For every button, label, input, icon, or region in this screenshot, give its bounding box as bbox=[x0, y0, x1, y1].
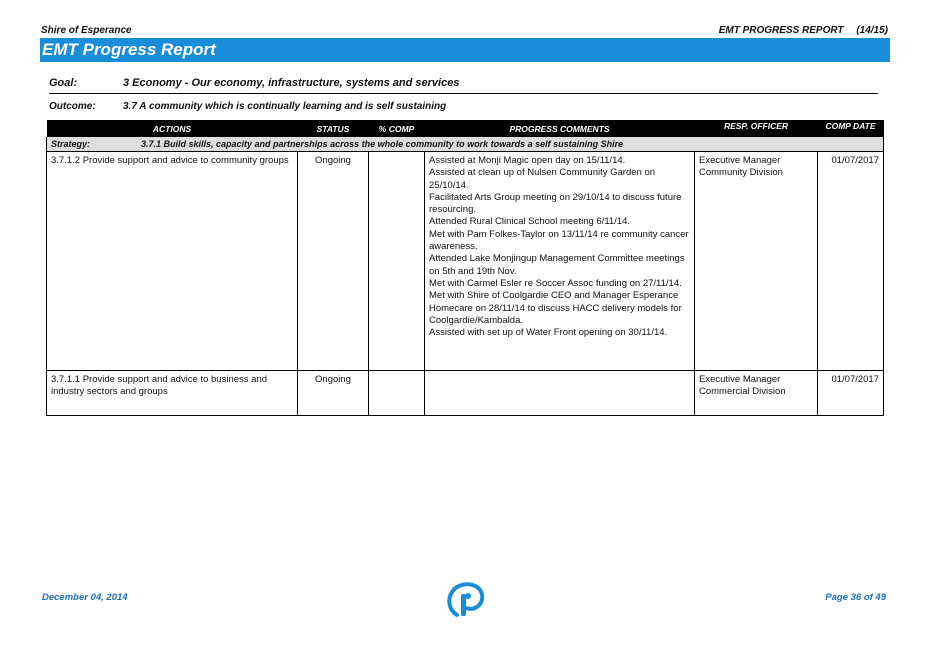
outcome-value: 3.7 A community which is continually learning and is self sustaining bbox=[123, 101, 447, 112]
strategy-cell bbox=[47, 137, 884, 152]
strategy-label: Strategy: bbox=[51, 139, 91, 149]
comment-line: Met with Carmel Esler re Soccer Assoc funding on 27/11/14. bbox=[429, 277, 682, 289]
action-cell: 3.7.1.2 Provide support and advice to community groups bbox=[47, 152, 298, 371]
progress-table bbox=[46, 120, 884, 416]
progress-comments-cell bbox=[425, 152, 695, 371]
resp-officer-cell: Executive Manager Commercial Division bbox=[695, 371, 818, 416]
banner-title: EMT Progress Report bbox=[42, 40, 216, 59]
report-header bbox=[719, 25, 888, 36]
goal-value: 3 Economy - Our economy, infrastructure, systems and services bbox=[123, 77, 460, 89]
progress-comments-cell bbox=[425, 371, 695, 416]
status-cell: Ongoing bbox=[298, 152, 369, 371]
comment-line: Attended Lake Monjingup Management Committee meetings on 5th and 19th Nov. bbox=[429, 253, 685, 277]
column-header-progress-comments: PROGRESS COMMENTS bbox=[425, 120, 695, 137]
percent-comp-cell bbox=[369, 152, 425, 371]
comp-date-cell: 01/07/2017 bbox=[818, 371, 884, 416]
percent-comp-cell bbox=[369, 371, 425, 416]
comment-line: Met with Pam Folkes-Taylor on 13/11/14 re community cancer awareness. bbox=[429, 228, 689, 253]
strategy-row bbox=[47, 137, 884, 152]
comment-line: Assisted at Monji Magic open day on 15/11/14. bbox=[429, 155, 626, 166]
column-header-comp-date: COMP DATE bbox=[818, 120, 884, 137]
table-header-row bbox=[47, 120, 884, 137]
comment-line: Assisted at clean up of Nulsen Community Garden on 25/10/14. bbox=[429, 167, 656, 191]
goal-label: Goal: bbox=[49, 77, 78, 89]
action-cell: 3.7.1.1 Provide support and advice to business and industry sectors and groups bbox=[47, 371, 298, 416]
column-header-resp-officer: RESP. OFFICER bbox=[695, 120, 818, 137]
footer-page-number: Page 36 of 49 bbox=[825, 592, 886, 603]
organisation-name: Shire of Esperance bbox=[41, 25, 132, 36]
footer-date: December 04, 2014 bbox=[42, 592, 128, 603]
outcome-label: Outcome: bbox=[49, 101, 96, 112]
comment-line: Assisted with set up of Water Front opening on 30/11/14. bbox=[429, 327, 668, 339]
column-header-actions: ACTIONS bbox=[47, 120, 298, 137]
status-cell: Ongoing bbox=[298, 371, 369, 416]
table-row bbox=[47, 152, 884, 371]
goal-row bbox=[49, 77, 878, 94]
shire-logo-icon bbox=[443, 579, 487, 619]
strategy-value: 3.7.1 Build skills, capacity and partnerships across the whole community to work towards a self sustaining Shire bbox=[141, 139, 624, 149]
title-banner bbox=[40, 38, 890, 62]
table-row bbox=[47, 371, 884, 416]
resp-officer-cell: Executive Manager Community Division bbox=[695, 152, 818, 371]
column-header-percent-comp: % COMP bbox=[369, 120, 425, 137]
comment-line: Attended Rural Clinical School meeting 6/11/14. bbox=[429, 216, 631, 228]
comment-line: Met with Shire of Coolgardie CEO and Manager Esperance Homecare on 28/11/14 to discuss HACC delivery models for Coolgardie/Kambalda. bbox=[429, 290, 682, 326]
comp-date-cell: 01/07/2017 bbox=[818, 152, 884, 371]
report-title: EMT PROGRESS REPORT bbox=[718, 25, 844, 36]
report-period: (14/15) bbox=[856, 25, 888, 36]
comment-line: Facilitated Arts Group meeting on 29/10/14 to discuss future resourcing. bbox=[429, 191, 682, 216]
column-header-status: STATUS bbox=[298, 120, 369, 137]
